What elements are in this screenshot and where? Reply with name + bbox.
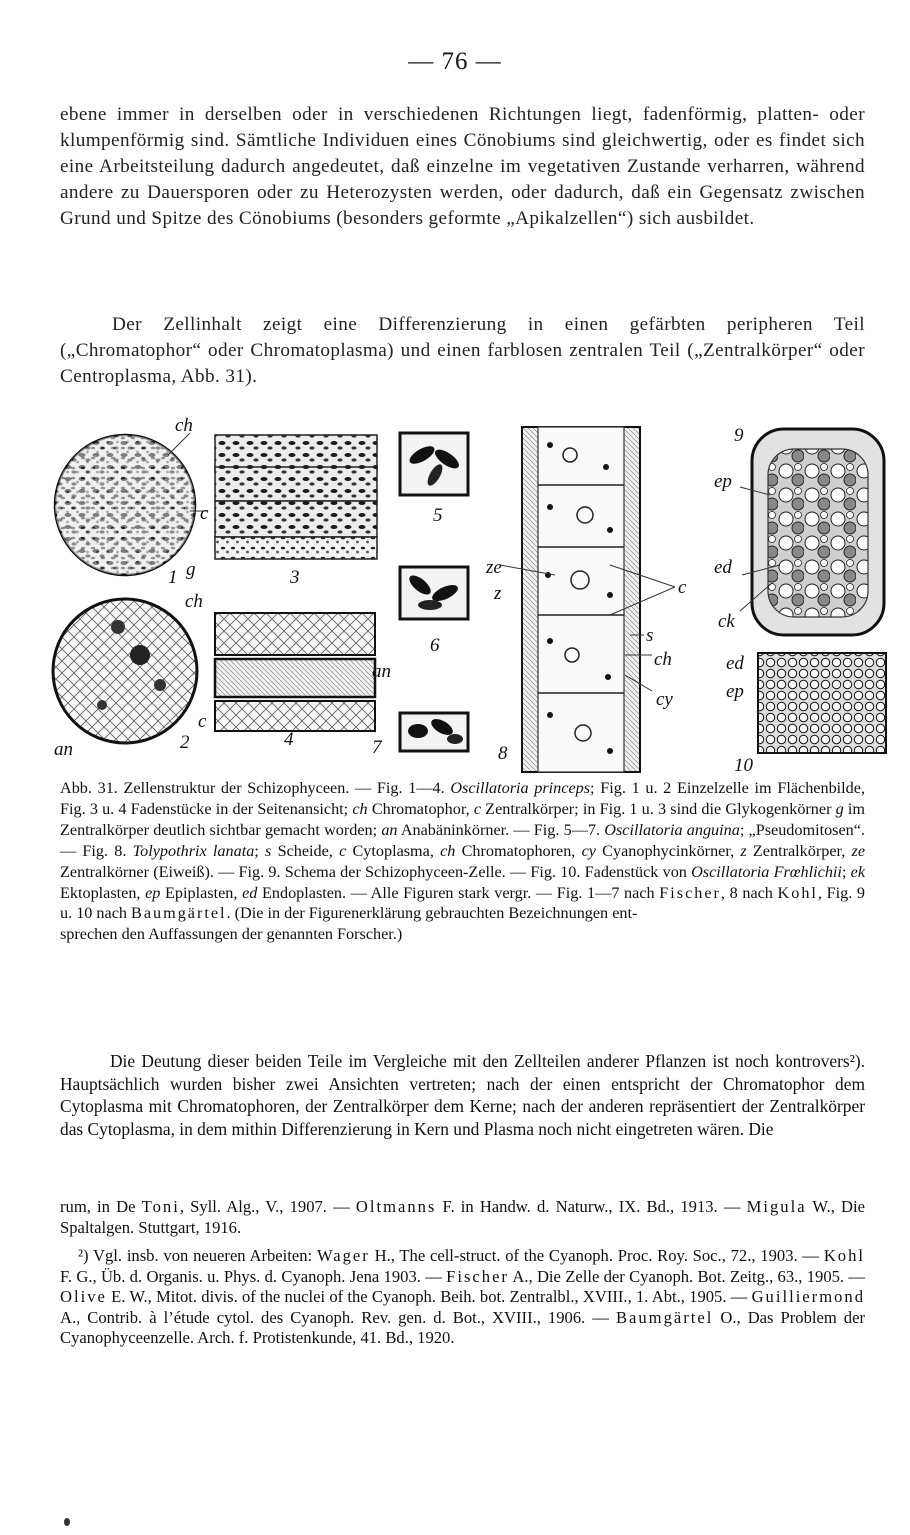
label-ep-9: ep [714, 471, 732, 492]
label-fig-6: 6 [430, 635, 440, 656]
body-paragraph-2: Der Zellinhalt zeigt eine Differenzierung in einen gefärbten peripheren Teil („Chromatophor“ oder Chromatoplasma) und einen farblosen zentralen Teil („Zentralkörper“ oder Centroplasma, Abb. 31). [60, 314, 865, 387]
label-fig-4: 4 [284, 729, 294, 750]
label-ep-10: ep [726, 681, 744, 702]
label-s: s [646, 625, 654, 646]
label-ch-top: ch [175, 415, 193, 436]
page-number: — 76 — [408, 48, 502, 75]
label-ed-10: ed [726, 653, 744, 674]
fig-9-cell [752, 429, 884, 635]
label-g: g [186, 559, 196, 580]
body-paragraph-1: ebene immer in derselben oder in verschiedenen Richtungen liegt, fadenförmig, platten- oder klumpenförmig sind. Sämtliche Individuen eines Cönobiums sind gleichwertig, oder es findet sich eine Arbeitsteilung dadurch angedeutet, daß einzelne im vegetativen Zustande verharren, während andere zu Dauersporen oder zu Heterozysten werden, oder dadurch, daß ein Gegensatz zwischen Grund und Spitze des Cönobiums (besonders geformte „Apikalzellen“) sich ausbildet. [60, 104, 865, 229]
footnote-2: ²) Vgl. insb. von neueren Arbeiten: Wager H., The cell-struct. of the Cyanoph. Proc. Roy. Soc., 72., 1903. — Kohl F. G., Üb. d. Organis. u. Phys. d. Cyanoph. Jena 1903. — Fischer A., Die Zelle der Cyanoph. Bot. Zeitg., 63., 1905. — Olive E. W., Mitot. divis. of the nuclei of the Cyanoph. Beih. bot. Zentralbl., XVIII., 1. Abt., 1905. — Guilliermond A., Contrib. à l’étude cytol. des Cyanoph. Rev. gen. d. Bot., XVIII., 1906. — Baumgärtel O., Das Problem der Cyanophyceenzelle. Arch. f. Protistenkunde, 41. Bd., 1920. [60, 1246, 865, 1347]
label-ch-2: ch [185, 591, 203, 612]
fig-7-cells [400, 713, 468, 751]
fig-6-cells [400, 567, 468, 619]
label-fig-2: 2 [180, 732, 190, 753]
figure-caption: Abb. 31. Zellenstruktur der Schizophyceen. — Fig. 1—4. Oscillatoria princeps; Fig. 1 u. 2 Einzelzelle im Flächenbilde, Fig. 3 u. 4 Fadenstücke in der Seitenansicht; ch Chromatophor, c Zentralkörper; in Fig. 1 u. 3 sind die Glykogenkörner g im Zentralkörper deutlich sichtbar gemacht worden; an Anabäninkörner. — Fig. 5—7. Oscillatoria anguina; „Pseudomitosen“. — Fig. 8. Tolypothrix lanata; s Scheide, c Cytoplasma, ch Chromatophoren, cy Cyanophycinkörner, z Zentralkörper, ze Zentralkörner (Eiweiß). — Fig. 9. Schema der Schizophyceen-Zelle. — Fig. 10. Fadenstück von Oscillatoria Frœhlichii; ek Ektoplasten, ep Epiplasten, ed Endoplasten. — Alle Figuren stark vergr. — Fig. 1—7 nach Fischer, 8 nach Kohl, Fig. 9 u. 10 nach Baumgärtel. (Die in der Figurenerklärung gebrauchten Bezeichnungen ent- sprechen den Auffassungen der genannten Forscher.) [60, 779, 866, 944]
label-z: z [494, 583, 502, 604]
fig-1-cell [55, 435, 195, 575]
label-fig-3: 3 [290, 567, 300, 588]
label-c-2: c [198, 711, 207, 732]
fig-2-cell [53, 599, 197, 743]
label-fig-9: 9 [734, 425, 744, 446]
fig-3-filament [215, 435, 377, 559]
body-paragraph-3: Die Deutung dieser beiden Teile im Vergleiche mit den Zellteilen anderer Pflanzen ist noch kontrovers²). Hauptsächlich wurden bisher zwei Ansichten vertreten; nach der einen entspricht der Chromatophor dem Cytoplasma mit Chromatophoren, der Zentralkörper dem Kerne; nach der anderen repräsentiert der Zentralkörper das Cytoplasma, in dem mithin Differenzierung in Kern und Plasma noch nicht eingetreten wären. Die [60, 1051, 865, 1140]
print-speck [64, 1518, 70, 1526]
label-ed-9: ed [714, 557, 732, 578]
footnote-continued: rum, in De Toni, Syll. Alg., V., 1907. — Oltmanns F. in Handw. d. Naturw., IX. Bd., 1913. — Migula W., Die Spaltalgen. Stuttgart, 1916. [60, 1197, 865, 1237]
label-c-1: c [200, 503, 209, 524]
fig-8-filament [522, 427, 640, 772]
label-an-1: an [54, 739, 73, 760]
label-cy: cy [656, 689, 673, 710]
label-fig-7: 7 [372, 737, 382, 758]
fig-5-cells [400, 433, 468, 495]
label-ze: ze [486, 557, 502, 578]
fig-4-filament [215, 613, 375, 731]
label-fig-1: 1 [168, 567, 178, 588]
label-fig-10: 10 [734, 755, 753, 775]
label-c-8: c [678, 577, 687, 598]
label-an-2: an [372, 661, 391, 682]
figure-31 [50, 415, 890, 775]
label-fig-5: 5 [433, 505, 443, 526]
label-ch-8: ch [654, 649, 672, 670]
fig-10-filament [758, 653, 886, 753]
label-fig-8: 8 [498, 743, 508, 764]
label-ck: ck [718, 611, 735, 632]
